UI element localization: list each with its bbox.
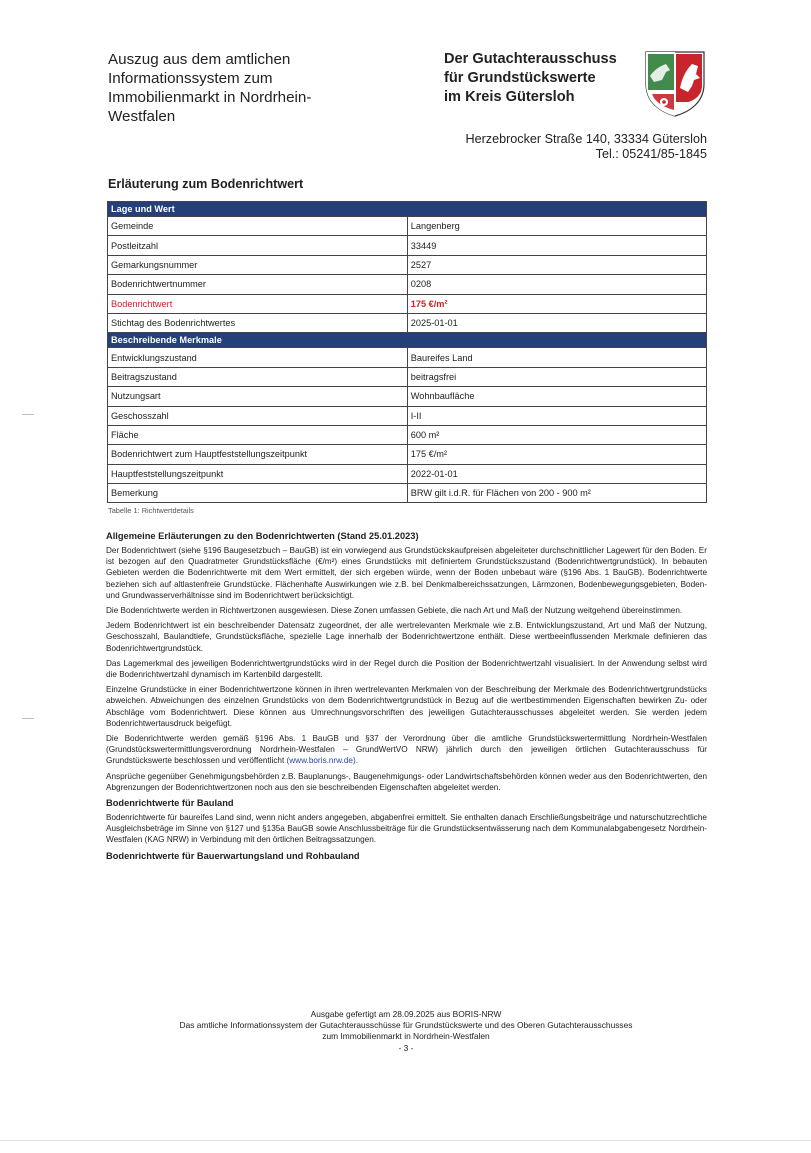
general-explanations-heading: Allgemeine Erläuterungen zu den Bodenrichtwerten (Stand 25.01.2023) — [106, 531, 419, 541]
document-source-title: Auszug aus dem amtlichen Informationssystem zum Immobilienmarkt in Nordrhein-Westfalen — [108, 51, 312, 125]
row-label: Gemarkungsnummer — [108, 255, 408, 274]
nrw-coat-of-arms-icon — [644, 50, 706, 118]
authority-name-line-2: für Grundstückswerte — [444, 70, 596, 86]
row-label: Bodenrichtwert zum Hauptfeststellungszeitpunkt — [108, 445, 408, 464]
table-row — [108, 236, 707, 255]
bauland-heading: Bodenrichtwerte für Bauland — [106, 798, 234, 809]
paragraph-legal-basis — [106, 733, 707, 767]
phone-line: Tel.: 05241/85-1845 — [595, 147, 707, 161]
table-row — [108, 367, 707, 386]
table-row — [108, 255, 707, 274]
row-label: Stichtag des Bodenrichtwertes — [108, 313, 408, 332]
row-value: 2022-01-01 — [407, 464, 706, 483]
document-header-right — [444, 50, 644, 107]
row-value: Langenberg — [407, 217, 706, 236]
table-row — [108, 484, 707, 503]
row-label: Entwicklungszustand — [108, 348, 408, 367]
row-value: 175 €/m² — [407, 445, 706, 464]
row-value: Wohnbaufläche — [407, 387, 706, 406]
paragraph-dataset: Jedem Bodenrichtwert ist ein beschreibender Datensatz zugeordnet, der alle wertrelevanten Merkmale wie z.B. Entwicklungszustand, Art und Maß der Nutzung, Geschosszahl, Baulandtiefe, Grundstücksfläche, spezielle Lage innerhalb der Bodenrichtwertzone enthält. Diese wertbeeinflussenden Merkmale definieren das Bodenrichtwertgrundstück. — [106, 621, 707, 653]
paragraph-claims: Ansprüche gegenüber Genehmigungsbehörden z.B. Bauplanungs-, Baugenehmigungs- oder Landwirtschaftsbehörden können weder aus den Bodenrichtwerten, den Abgrenzungen der Bodenrichtwertzonen noch aus den sie beschreibenden Eigenschaften abgeleitet werden. — [106, 771, 707, 792]
row-value: 33449 — [407, 236, 706, 255]
table-row — [108, 275, 707, 294]
section-title: Erläuterung zum Bodenrichtwert — [108, 177, 304, 191]
table-row — [108, 425, 707, 444]
row-label: Fläche — [108, 425, 408, 444]
row-value: 2025-01-01 — [407, 313, 706, 332]
row-label: Gemeinde — [108, 217, 408, 236]
row-value: 600 m² — [407, 425, 706, 444]
row-value: beitragsfrei — [407, 367, 706, 386]
paragraph-location-feature: Das Lagemerkmal des jeweiligen Bodenrichtwertgrundstücks wird in der Regel durch die Position der Bodenrichtwertzahl visualisiert. In der Anwendung selbst wird die Bodenrichtwertzahl dynamisch im Kartenbild dargestellt. — [106, 658, 707, 680]
land-value-table — [107, 201, 707, 503]
document-footer — [100, 1009, 712, 1054]
boris-link[interactable]: (www.boris.nrw.de). — [286, 756, 358, 766]
authority-name-line-1: Der Gutachterausschuss — [444, 51, 617, 67]
row-label: Geschosszahl — [108, 406, 408, 425]
paragraph-deviations: Einzelne Grundstücke in einer Bodenrichtwertzone können in ihren wertrelevanten Merkmalen von der Beschreibung der Merkmale des Bodenrichtwertgrundstücks abweichen. Abweichungen des einzelnen Grundstücks von dem Bodenrichtwertgrundstück in Bezug auf die wertbestimmenden Eigenschaften bewirken Zu- oder Abschläge vom Bodenrichtwert. Diese können aus Umrechnungsvorschriften des jeweiligen Gutachterausschusses abgeleitet werden. Sie werden jedem Bodenrichtwertausdruck beigefügt. — [106, 685, 707, 728]
row-value: 175 €/m² — [407, 294, 706, 313]
address-line: Herzebrocker Straße 140, 33334 Gütersloh — [465, 132, 707, 146]
row-value: Baureifes Land — [407, 348, 706, 367]
bauerwartungsland-heading: Bodenrichtwerte für Bauerwartungsland und Rohbauland — [106, 850, 360, 861]
row-label: Nutzungsart — [108, 387, 408, 406]
page-number: - 3 - — [398, 1042, 414, 1053]
row-label: Bodenrichtwertnummer — [108, 275, 408, 294]
table-caption: Tabelle 1: Richtwertdetails — [108, 506, 194, 515]
group-title-location: Lage und Wert — [108, 202, 707, 217]
table-row — [108, 464, 707, 483]
row-value: I-II — [407, 406, 706, 425]
scan-margin-mark — [22, 718, 34, 719]
row-value: 0208 — [407, 275, 706, 294]
table-row — [108, 445, 707, 464]
row-label: Beitragszustand — [108, 367, 408, 386]
table-row-highlight — [108, 294, 707, 313]
authority-name-line-3: im Kreis Gütersloh — [444, 89, 575, 105]
row-label: Hauptfeststellungszeitpunkt — [108, 464, 408, 483]
document-header-left — [108, 50, 358, 126]
footer-system-name-cont: zum Immobilienmarkt in Nordrhein-Westfalen — [322, 1031, 490, 1042]
table-row — [108, 313, 707, 332]
table-group-header — [108, 202, 707, 217]
row-label: Bodenrichtwert — [108, 294, 408, 313]
row-value: 2527 — [407, 255, 706, 274]
paragraph-bauland: Bodenrichtwerte für baureifes Land sind, wenn nicht anders angegeben, abgabenfrei ermittelt. Sie enthalten danach Erschließungsbeiträge und naturschutzrechtliche Ausgleichsbeträge im Sinne von §127 und §135a BauGB sowie Anschlussbeiträge für die Grundstücksentwässerung nach dem Kommunalabgabengesetz Nordrhein-Westfalen (KAG NRW) in Verbindung mit den örtlichen Beitragssatzungen. — [106, 813, 707, 845]
table-group-header — [108, 333, 707, 348]
row-label: Bemerkung — [108, 484, 408, 503]
explanation-body — [106, 530, 707, 865]
scan-edge-line — [0, 1140, 811, 1141]
table-row — [108, 406, 707, 425]
row-value: BRW gilt i.d.R. für Flächen von 200 - 900 m² — [407, 484, 706, 503]
table-row — [108, 387, 707, 406]
row-label: Postleitzahl — [108, 236, 408, 255]
table-row — [108, 348, 707, 367]
footer-system-name: Das amtliche Informationssystem der Gutachterausschüsse für Grundstückswerte und des Oberen Gutachterausschusses — [179, 1020, 633, 1031]
paragraph-definition: Der Bodenrichtwert (siehe §196 Baugesetzbuch – BauGB) ist ein vorwiegend aus Grundstückskaufpreisen abgeleiteter durchschnittlicher Lagewert für den Boden. Er ist bezogen auf den Quadratmeter Grundstücksfläche (€/m²) eines Grundstücks mit definiertem Grundstückszustand (Bodenrichtwertgrundstück). In bebauten Gebieten werden die Bodenrichtwerte mit dem Wert ermittelt, der sich ergeben würde, wenn der Boden unbebaut wäre (§196 Abs. 1 BauGB). Bodenrichtwerte beziehen sich auf altlastenfreie Grundstücke. Flächenhafte Auswirkungen wie z.B. bei Denkmalbereichssatzungen, Lärmzonen, Bodenbewegungsgebieten, Boden- und Grundwasserverhältnisse sind im Bodenrichtwert berücksichtigt. — [106, 546, 707, 600]
scan-margin-mark — [22, 414, 34, 415]
table-row — [108, 217, 707, 236]
legal-basis-text: Die Bodenrichtwerte werden gemäß §196 Abs. 1 BauGB und §37 der Verordnung über die amtliche Grundstückswertermittlung Nordrhein-Westfalen (Grundstückswertermittlungsverordnung Nordrhein-Westfalen – GrundWertVO NRW) jährlich durch den jeweiligen örtlichen Gutachterausschuss für Grundstückswerte beschlossen und veröffentlicht — [106, 734, 707, 766]
footer-issue-date: Ausgabe gefertigt am 28.09.2025 aus BORIS-NRW — [310, 1009, 502, 1019]
paragraph-zones: Die Bodenrichtwerte werden in Richtwertzonen ausgewiesen. Diese Zonen umfassen Gebiete, die nach Art und Maß der Nutzung weitgehend übereinstimmen. — [106, 606, 683, 616]
group-title-features: Beschreibende Merkmale — [108, 333, 707, 348]
authority-address — [465, 132, 707, 162]
